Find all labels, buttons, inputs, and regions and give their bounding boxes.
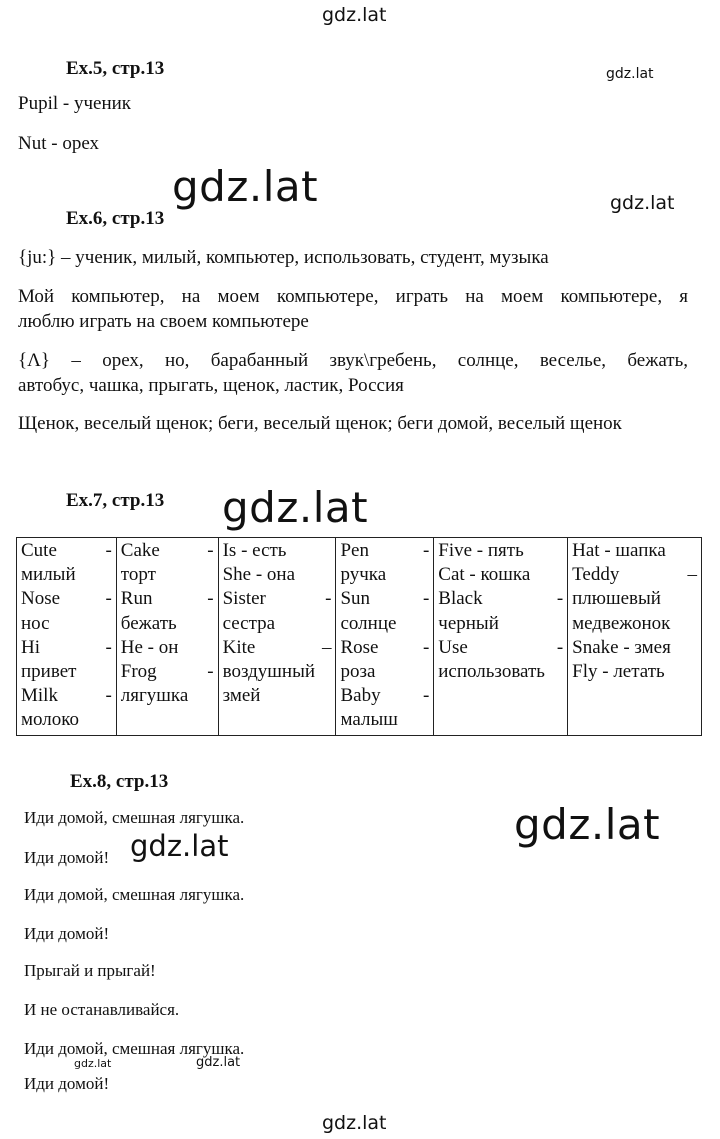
cell-dash: - — [556, 636, 564, 658]
table-cell — [116, 538, 218, 736]
table-cell-line — [21, 684, 112, 708]
table-cell-line — [21, 708, 112, 732]
table-cell — [218, 538, 336, 736]
cell-text: сестра — [222, 612, 276, 634]
cell-dash: - — [105, 685, 112, 707]
table-cell-line — [340, 684, 429, 708]
table-cell-line — [438, 587, 563, 611]
table-cell-line — [21, 539, 112, 563]
table-cell — [17, 538, 117, 736]
table-cell-line — [572, 636, 697, 660]
ex8-line-7: Иди домой, смешная лягушка. — [24, 1039, 245, 1058]
cell-text: Pen — [340, 540, 369, 561]
table-cell-line — [223, 612, 332, 636]
cell-text: молоко — [21, 709, 80, 731]
table-cell-line — [121, 587, 214, 611]
cell-text: Nose — [21, 588, 61, 610]
cell-dash: - — [207, 588, 214, 610]
cell-text: воздушный — [222, 661, 316, 683]
watermark-small-right-1: gdz.lat — [606, 66, 654, 82]
watermark-medium-1: gdz.lat — [130, 829, 229, 863]
ex8-line-4: Иди домой! — [24, 924, 110, 943]
watermark-small-right-2: gdz.lat — [610, 192, 675, 214]
cell-text: Five - пять — [438, 540, 524, 561]
table-cell-line — [121, 660, 214, 684]
cell-text: милый — [21, 564, 76, 586]
ex8-line-6: И не останавливайся. — [24, 1000, 180, 1019]
table-cell-line — [438, 660, 563, 684]
cell-dash: – — [687, 564, 697, 586]
ex5-line-1: Pupil - ученик — [18, 93, 132, 114]
ex6-para-2-line-1: {Λ} – орех, но, барабанный звук\гребень, солнце, веселье, бежать, — [18, 350, 688, 371]
ex8-heading: Ex.8, стр.13 — [70, 771, 169, 792]
watermark-large-3: gdz.lat — [514, 800, 661, 849]
cell-dash: - — [422, 636, 430, 658]
watermark-bottom: gdz.lat — [322, 1112, 387, 1134]
cell-text: Fly - летать — [572, 661, 665, 683]
cell-text: Kite — [222, 636, 256, 658]
cell-dash: - — [422, 588, 430, 610]
ex6-para-1-line-1: Мой компьютер, на моем компьютере, играть на моем компьютере, я — [18, 286, 688, 307]
cell-dash: - — [556, 588, 564, 610]
watermark-tiny-1: gdz.lat — [74, 1057, 112, 1070]
table-cell-line — [572, 563, 697, 587]
cell-text: медвежонок — [572, 612, 671, 634]
table-cell-line — [21, 660, 112, 684]
cell-text: ручка — [340, 564, 387, 586]
cell-text: Cat - кошка — [438, 564, 531, 586]
watermark-tiny-2: gdz.lat — [196, 1055, 241, 1070]
table-cell-line — [21, 612, 112, 636]
cell-text: черный — [438, 612, 499, 634]
ex7-heading: Ex.7, стр.13 — [66, 490, 165, 511]
table-cell-line — [223, 539, 332, 563]
cell-text: Frog — [120, 661, 157, 683]
table-cell-line — [340, 660, 429, 684]
cell-dash: - — [422, 540, 430, 561]
table-cell — [568, 538, 702, 736]
table-cell-line — [223, 684, 332, 708]
cell-dash: - — [105, 636, 112, 658]
cell-text: использовать — [438, 661, 545, 683]
cell-dash: – — [321, 636, 332, 658]
cell-dash: - — [422, 685, 430, 707]
table-cell-line — [223, 660, 332, 684]
table-cell-line — [223, 636, 332, 660]
ex8-line-5: Прыгай и прыгай! — [24, 961, 156, 980]
cell-text: малыш — [340, 709, 398, 731]
cell-text: лягушка — [120, 685, 189, 707]
cell-dash: - — [325, 588, 332, 610]
cell-text: Use — [438, 636, 468, 658]
cell-text: Cake — [120, 540, 160, 561]
cell-text: змей — [222, 685, 261, 707]
ex6-para-1-line-2: люблю играть на своем компьютере — [18, 311, 309, 332]
table-cell-line — [340, 636, 429, 660]
ex5-line-2: Nut - орех — [18, 133, 100, 154]
table-cell-line — [438, 563, 563, 587]
table-cell-line — [340, 587, 429, 611]
cell-text: бежать — [120, 612, 177, 634]
cell-text: роза — [340, 661, 376, 683]
cell-text: Hi — [21, 636, 40, 658]
table-cell-line — [223, 563, 332, 587]
cell-text: плюшевый — [572, 588, 661, 610]
table-cell-line — [438, 636, 563, 660]
cell-text: солнце — [340, 612, 397, 634]
cell-text: She - она — [222, 564, 296, 586]
vocab-table — [16, 537, 702, 736]
cell-text: Black — [438, 588, 483, 610]
cell-text: Snake - змея — [572, 636, 671, 658]
table-cell-line — [121, 539, 214, 563]
ex5-heading: Ex.5, стр.13 — [66, 58, 165, 79]
table-cell-line — [121, 612, 214, 636]
ex6-line-last: Щенок, веселый щенок; беги, веселый щенок; беги домой, веселый щенок — [18, 413, 622, 434]
table-row — [17, 538, 702, 736]
cell-text: Baby — [340, 685, 381, 707]
table-cell-line — [340, 539, 429, 563]
cell-text: He - он — [120, 636, 179, 658]
table-cell-line — [121, 563, 214, 587]
table-cell-line — [340, 708, 429, 732]
table-cell-line — [21, 563, 112, 587]
table-cell-line — [223, 587, 332, 611]
cell-dash: - — [105, 540, 112, 561]
table-cell — [434, 538, 568, 736]
cell-text: привет — [21, 661, 77, 683]
ex8-line-3: Иди домой, смешная лягушка. — [24, 885, 245, 904]
cell-text: Is - есть — [222, 540, 287, 561]
table-cell-line — [572, 612, 697, 636]
table-cell-line — [438, 612, 563, 636]
cell-text: Cute — [21, 540, 57, 561]
cell-text: Run — [120, 588, 153, 610]
cell-text: Milk — [21, 685, 58, 707]
table-cell-line — [21, 636, 112, 660]
ex6-line-1: {ju:} – ученик, милый, компьютер, использовать, студент, музыка — [18, 247, 549, 268]
table-cell-line — [340, 563, 429, 587]
table-cell — [336, 538, 434, 736]
cell-text: Sister — [222, 588, 266, 610]
watermark-large-1: gdz.lat — [172, 162, 319, 211]
ex8-line-8: Иди домой! — [24, 1074, 110, 1093]
table-cell-line — [121, 684, 214, 708]
table-cell-line — [572, 587, 697, 611]
table-cell-line — [121, 636, 214, 660]
cell-text: нос — [21, 612, 50, 634]
ex8-line-1: Иди домой, смешная лягушка. — [24, 808, 245, 827]
table-cell-line — [438, 539, 563, 563]
watermark-top: gdz.lat — [322, 4, 387, 26]
table-cell-line — [21, 587, 112, 611]
table-cell-line — [340, 612, 429, 636]
cell-dash: - — [207, 540, 214, 561]
cell-dash: - — [207, 661, 214, 683]
watermark-large-2: gdz.lat — [222, 483, 369, 532]
cell-text: Rose — [340, 636, 379, 658]
ex6-heading: Ex.6, стр.13 — [66, 208, 165, 229]
cell-dash: - — [105, 588, 112, 610]
cell-text: Sun — [340, 588, 371, 610]
cell-text: Hat - шапка — [572, 540, 666, 561]
ex8-line-2: Иди домой! — [24, 848, 110, 867]
ex6-para-2-line-2: автобус, чашка, прыгать, щенок, ластик, Россия — [18, 375, 404, 396]
cell-text: Teddy — [572, 564, 620, 586]
table-cell-line — [572, 539, 697, 563]
cell-text: торт — [120, 564, 156, 586]
table-cell-line — [572, 660, 697, 684]
